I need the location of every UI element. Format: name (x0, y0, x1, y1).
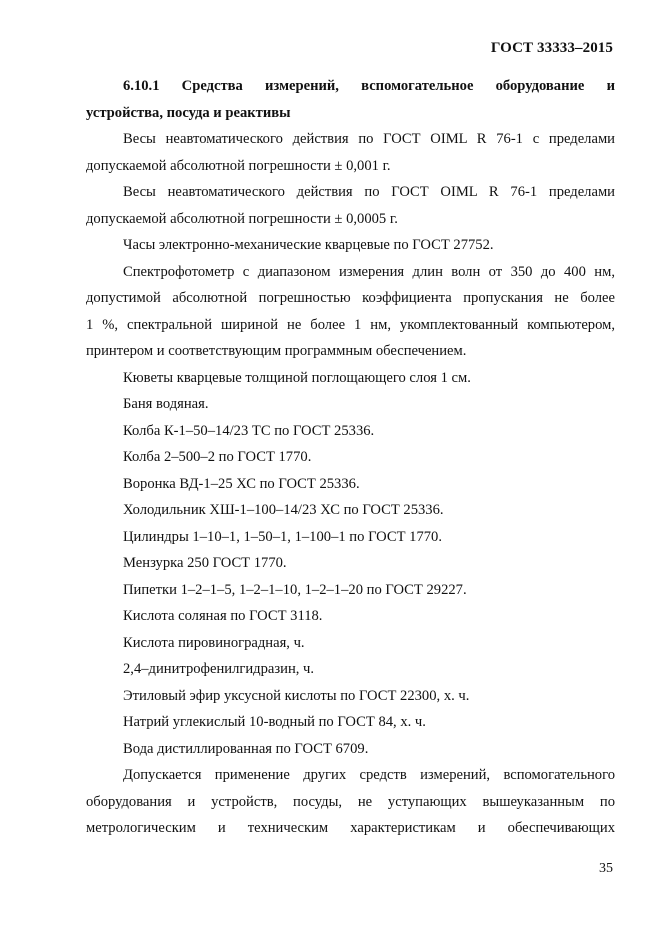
document-body (86, 73, 615, 842)
paragraph-2-line1: Весы неавтоматического действия по ГОСТ OIML R 76-1 пределами (123, 184, 615, 200)
paragraph-4-line4: принтером и соответствующим программным обеспечением. (86, 343, 467, 359)
list-item: Цилиндры 1–10–1, 1–50–1, 1–100–1 по ГОСТ 1770. (123, 528, 442, 545)
list-item: Воронка ВД-1–25 ХС по ГОСТ 25336. (123, 475, 360, 492)
list-item: Кислота пировиноградная, ч. (123, 634, 305, 651)
list-item: Вода дистиллированная по ГОСТ 6709. (123, 740, 369, 757)
list-item: Кислота соляная по ГОСТ 3118. (123, 608, 323, 624)
list-item: Мензурка 250 ГОСТ 1770. (123, 555, 287, 571)
paragraph-1-line1: Весы неавтоматического действия по ГОСТ OIML R 76-1 с пределами (123, 131, 615, 147)
paragraph-1-line2: допускаемой абсолютной погрешности ± 0,001 г. (86, 157, 391, 174)
paragraph-4-line2: допустимой абсолютной погрешностью коэффициента пропускания не более (86, 290, 615, 306)
paragraph-4-line1: Спектрофотометр с диапазоном измерения длин волн от 350 до 400 нм, (123, 263, 615, 280)
list-item: Колба К-1–50–14/23 ТС по ГОСТ 25336. (123, 422, 375, 439)
paragraph-2-line2: допускаемой абсолютной погрешности ± 0,0005 г. (86, 210, 398, 227)
section-number: 6.10.1 (123, 78, 160, 94)
closing-paragraph-line2: оборудования и устройств, посуды, не уступающих вышеуказанным по (86, 793, 615, 810)
list-item: Этиловый эфир уксусной кислоты по ГОСТ 22300, х. ч. (123, 687, 470, 704)
paragraph-3: Часы электронно-механические кварцевые по ГОСТ 27752. (123, 237, 494, 253)
list-item: Натрий углекислый 10-водный по ГОСТ 84, х. ч. (123, 714, 426, 730)
section-heading (86, 73, 615, 100)
list-item: Пипетки 1–2–1–5, 1–2–1–10, 1–2–1–20 по ГОСТ 29227. (123, 581, 467, 598)
closing-paragraph-line3: метрологическим и техническим характеристикам и обеспечивающих (86, 820, 615, 836)
closing-paragraph-line1: Допускается применение других средств измерений, вспомогательного (123, 767, 615, 783)
document-code-header: ГОСТ 33333–2015 (490, 40, 613, 56)
list-item: Баня водяная. (123, 396, 209, 412)
list-item: Холодильник ХШ-1–100–14/23 ХС по ГОСТ 25336. (123, 502, 444, 518)
list-item: 2,4–динитрофенилгидразин, ч. (123, 661, 315, 677)
list-item: Кюветы кварцевые толщиной поглощающего слоя 1 см. (123, 369, 471, 386)
list-item: Колба 2–500–2 по ГОСТ 1770. (123, 449, 312, 465)
section-title-line1: Средства измерений, вспомогательное оборудование и (181, 78, 615, 94)
paragraph-4-line3: 1 %, спектральной шириной не более 1 нм, укомплектованный компьютером, (86, 316, 615, 333)
page-number: 35 (599, 861, 613, 876)
section-title-line2: устройства, посуда и реактивы (86, 104, 291, 121)
